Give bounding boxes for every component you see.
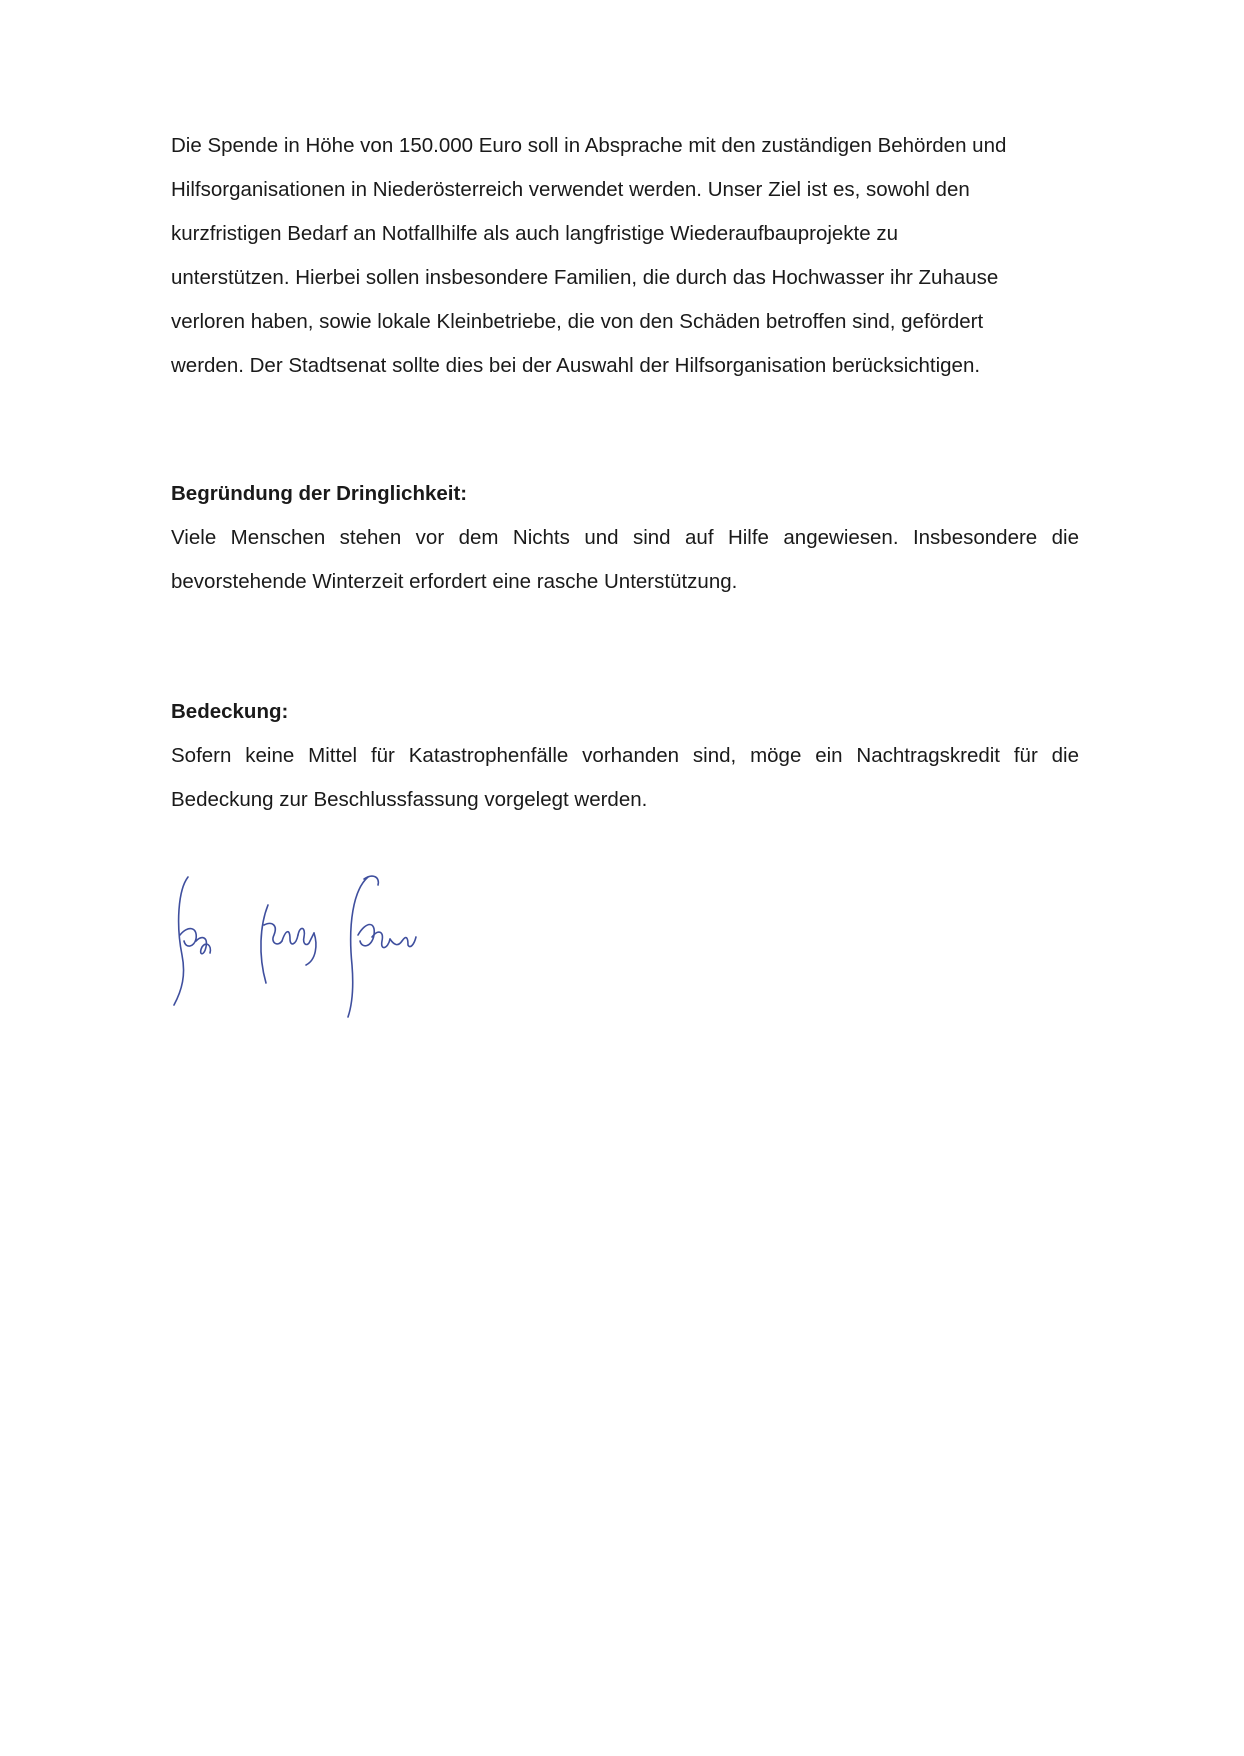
intro-line: unterstützen. Hierbei sollen insbesondere Familien, die durch das Hochwasser ihr Zuhause — [171, 266, 999, 289]
intro-line: verloren haben, sowie lokale Kleinbetriebe, die von den Schäden betroffen sind, gefördert — [171, 310, 984, 333]
intro-line: kurzfristigen Bedarf an Notfallhilfe als auch langfristige Wiederaufbauprojekte zu — [171, 222, 898, 245]
intro-line: werden. Der Stadtsenat sollte dies bei der Auswahl der Hilfsorganisation berücksichtigen. — [171, 354, 981, 377]
intro-line: Die Spende in Höhe von 150.000 Euro soll in Absprache mit den zuständigen Behörden und — [171, 134, 1007, 157]
coverage-paragraph: Sofern keine Mittel für Katastrophenfälle vorhanden sind, möge ein Nachtragskredit für die Bedeckung zur Beschlussfassung vorgelegt werden. — [171, 744, 1079, 811]
intro-line: Hilfsorganisationen in Niederösterreich verwendet werden. Unser Ziel ist es, sowohl den — [171, 178, 970, 201]
coverage-heading: Bedeckung: — [171, 700, 289, 723]
intro-paragraph — [171, 124, 1079, 388]
coverage-section — [171, 690, 1079, 822]
urgency-section — [171, 472, 1079, 604]
document-body — [171, 124, 1079, 811]
urgency-paragraph: Viele Menschen stehen vor dem Nichts und sind auf Hilfe angewiesen. Insbesondere die bevorstehende Winterzeit erfordert eine rasche Unterstützung. — [171, 526, 1079, 593]
handwritten-signature — [168, 865, 438, 1025]
urgency-heading: Begründung der Dringlichkeit: — [171, 482, 468, 505]
